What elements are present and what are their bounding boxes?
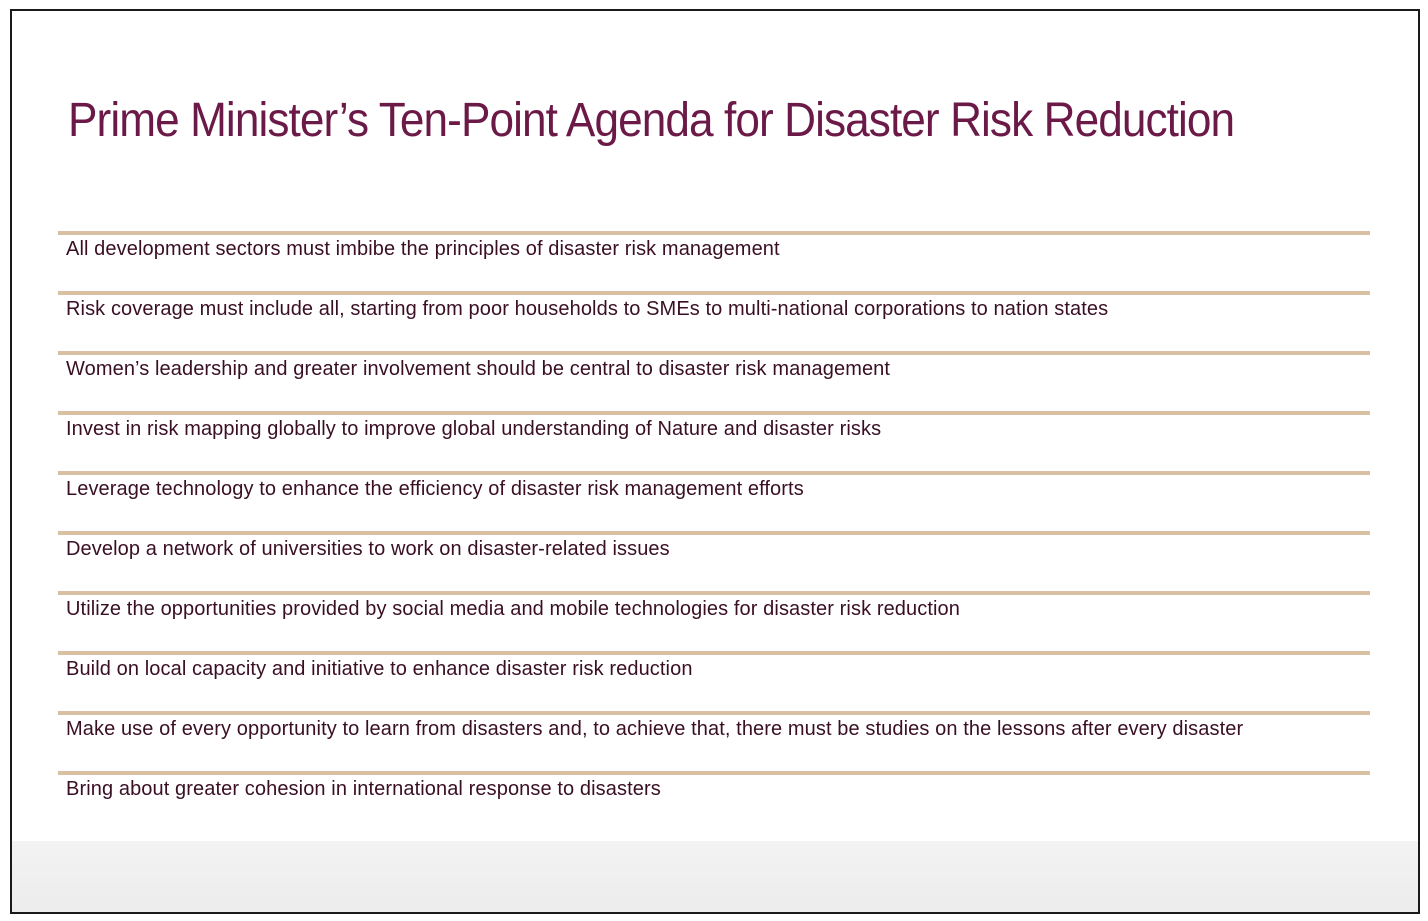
agenda-item-8: Build on local capacity and initiative to enhance disaster risk reduction bbox=[58, 651, 1370, 711]
agenda-item-9: Make use of every opportunity to learn from disasters and, to achieve that, there must be studies on the lessons after every disaster bbox=[58, 711, 1370, 771]
agenda-item-4: Invest in risk mapping globally to improve global understanding of Nature and disaster risks bbox=[58, 411, 1370, 471]
slide-frame bbox=[10, 9, 1420, 914]
agenda-item-2: Risk coverage must include all, starting from poor households to SMEs to multi-national corporations to nation states bbox=[58, 291, 1370, 351]
agenda-item-1: All development sectors must imbibe the principles of disaster risk management bbox=[58, 231, 1370, 291]
agenda-item-5: Leverage technology to enhance the efficiency of disaster risk management efforts bbox=[58, 471, 1370, 531]
agenda-item-3: Women’s leadership and greater involvement should be central to disaster risk management bbox=[58, 351, 1370, 411]
slide-title: Prime Minister’s Ten-Point Agenda for Disaster Risk Reduction bbox=[68, 94, 1235, 147]
agenda-list bbox=[58, 231, 1370, 811]
bottom-band bbox=[12, 841, 1418, 912]
agenda-item-6: Develop a network of universities to work on disaster-related issues bbox=[58, 531, 1370, 591]
agenda-item-10: Bring about greater cohesion in international response to disasters bbox=[58, 771, 1370, 811]
agenda-item-7: Utilize the opportunities provided by social media and mobile technologies for disaster risk reduction bbox=[58, 591, 1370, 651]
